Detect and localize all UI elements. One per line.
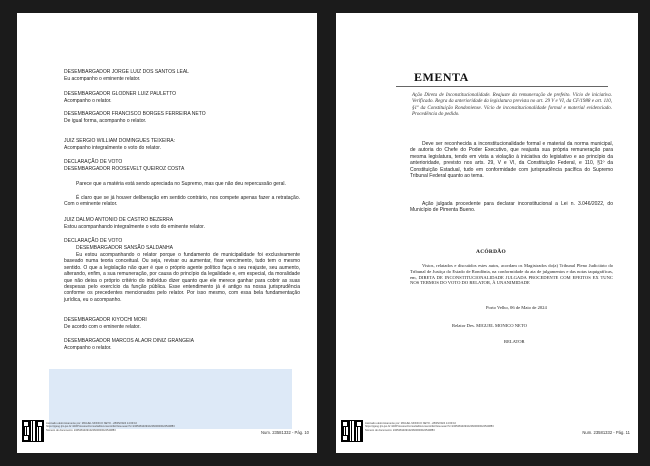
vote-text: Acompanho o relator. [64, 344, 112, 351]
judge-name: DESEMBARGADOR JORGE LUIZ DOS SANTOS LEAL [64, 69, 189, 75]
vote-block-sergio [64, 138, 297, 151]
signature-info [365, 422, 565, 432]
vote-text: Eu acompanho o eminente relator. [64, 75, 141, 82]
vote-block-jorge [64, 69, 297, 82]
verification-link[interactable]: https://pjesg.tjro.jus.br:443/Processo/ConsultaDocumento/listView.seam?x=24052814091022600000024540883 [46, 425, 175, 429]
vote-text: Estou acompanhando integralmente o voto do eminente relator. [64, 223, 205, 230]
place-date: Porto Velho, 06 de Maio de 2024 [486, 305, 547, 310]
document-footer [342, 421, 632, 445]
qr-code-icon [23, 421, 43, 441]
signature-line: Assinado eletronicamente por: MIGUEL MONICO NETO - 28/05/2024 14:09:10 [365, 422, 456, 425]
vote-text: Acompanho o relator. [64, 97, 112, 104]
ruling-paragraph: Deve ser reconhecida a inconstitucionalidade formal e material da norma municipal, de autoria do Chefe do Poder Executivo, que reajusta sua própria remuneração para mesma legislatura, tendo em vista a violação à iniciativa do legislativo e ao princípio da anterioridade, previsto nos arts. 29, V e VI, da Constituição Federal, e 110, §1º da Constituição Estadual, tudo em conformidade com jurisprudência pacífica do Supremo Tribunal Federal quanto ao tema. [410, 141, 613, 180]
divider [396, 86, 608, 87]
acordao-title: ACÓRDÃO [476, 249, 506, 255]
declaration-heading: DECLARAÇÃO DE VOTO [64, 159, 123, 165]
vote-block-glodner [64, 91, 297, 104]
qr-code-icon [342, 421, 362, 441]
signature-info [46, 422, 246, 432]
vote-text: Acompanho integralmente o voto do relator. [64, 144, 162, 151]
vote-text: De igual forma, acompanho o relator. [64, 117, 147, 124]
relator-name: Relator Des. MIGUEL MONICO NETO [452, 323, 527, 328]
judge-name: DESEMBARGADOR SANSÃO SALDANHA [76, 244, 173, 251]
ementa-text: Ação Direta de Inconstitucionalidade. Reajuste da remuneração de prefeito. Vício de iniciativa. Verificado. Regra da anterioridade da legislatura prevista no art. 29 V e VI, da CF/1988 e art. 110, §1º da Constituição Rondoniense. Vício de inconstitucionalidade formal e material evidenciado. Procedência do pedido. [412, 93, 612, 118]
judge-name: DESEMBARGADOR KIYOCHI MORI [64, 317, 147, 323]
page-number: Num. 23581332 - Pág. 10 [261, 430, 309, 435]
highlighted-region [49, 369, 292, 429]
vote-text: De acordo com o eminente relator. [64, 323, 141, 330]
vote-declaration-roosevelt [64, 159, 297, 172]
verification-link[interactable]: https://pjesg.tjro.jus.br:443/Processo/ConsultaDocumento/listView.seam?x=24052814091022600000024540883 [365, 425, 494, 429]
page-number: Num. 23581332 - Pág. 11 [582, 430, 630, 435]
document-page-left [17, 13, 317, 453]
signature-line: Assinado eletronicamente por: MIGUEL MONICO NETO - 28/05/2024 14:09:10 [46, 422, 137, 425]
vote-block-kiyochi [64, 317, 297, 330]
vote-declaration-sansao [64, 238, 297, 251]
ruling-paragraph: Ação julgada procedente para declarar inconstitucional a Lei n. 3.046/2022, do Município de Pimenta Bueno. [410, 201, 613, 214]
vote-paragraph: É claro que se já houver deliberação em sentido contrário, nos compete apenas fazer a retratação. Com o eminente relator. [64, 195, 300, 208]
judge-name: DESEMBARGADOR GLODNER LUIZ PAULETTO [64, 91, 177, 97]
vote-block-marcos [64, 338, 297, 351]
vote-paragraph: Eu estou acompanhando o relator porque o fundamento de municipalidade foi exclusivamente baseado numa teoria conceitual. Ou seja, revisar ou aumentar, fixar vencimento, tudo tem o mesmo sentido. O que a legislação não quer é que o próprio agente político faça o seu reajuste, seu aumento, alterando, enfim, a sua remuneração, por causa do princípio da legalidade e, em especial, da moralidade que não deixa o próprio critério do indivíduo dizer quanto que ele merece ganhar para cobrir as suas despesas pelo exercício da função pública. Esse entendimento já é antigo na nossa jurisprudência conforme os precedentes mencionados pelo relator. Por isso mesmo, com essa bela fundamentação jurídica, eu o acompanho. [64, 252, 300, 303]
vote-block-dalmo [64, 217, 297, 230]
ementa-title: EMENTA [414, 70, 469, 84]
relator-label: RELATOR [504, 339, 525, 344]
judge-name: JUIZ DALMO ANTONIO DE CASTRO BEZERRA [64, 217, 174, 223]
judge-name: DESEMBARGADOR FRANCISCO BORGES FERREIRA NETO [64, 111, 206, 117]
document-number: Número do documento: 24052814091022600000024540883 [365, 428, 435, 432]
judge-name: JUIZ SERGIO WILLIAM DOMINGUES TEIXEIRA: [64, 138, 176, 144]
vote-block-francisco [64, 111, 297, 124]
document-number: Número do documento: 24052814091022600000024540883 [46, 428, 116, 432]
vote-paragraph: Parece que a matéria está sendo apreciada no Supremo, mas que não deu repercussão geral. [76, 181, 286, 187]
judge-name: DESEMBARGADOR ROOSEVELT QUEIROZ COSTA [64, 165, 185, 172]
judge-name: DESEMBARGADOR MARCOS ALAOR DINIZ GRANGEIA [64, 338, 195, 344]
document-footer [23, 421, 311, 445]
acordao-text: Vistos, relatados e discutidos estes autos, acordam os Magistrados do(a) Tribunal Pleno Judiciário do Tribunal de Justiça do Estado de Rondônia, na conformidade da ata de julgamentos e das notas taquigráficas, em, DIRETA DE INCONSTITUCIONALIDADE JULGADA PROCEDENTE COM EFEITOS EX TUNC NOS TERMOS DO VOTO DO RELATOR, À UNANIMIDADE [410, 263, 613, 286]
document-page-right [336, 13, 638, 453]
declaration-heading: DECLARAÇÃO DE VOTO [64, 238, 123, 244]
